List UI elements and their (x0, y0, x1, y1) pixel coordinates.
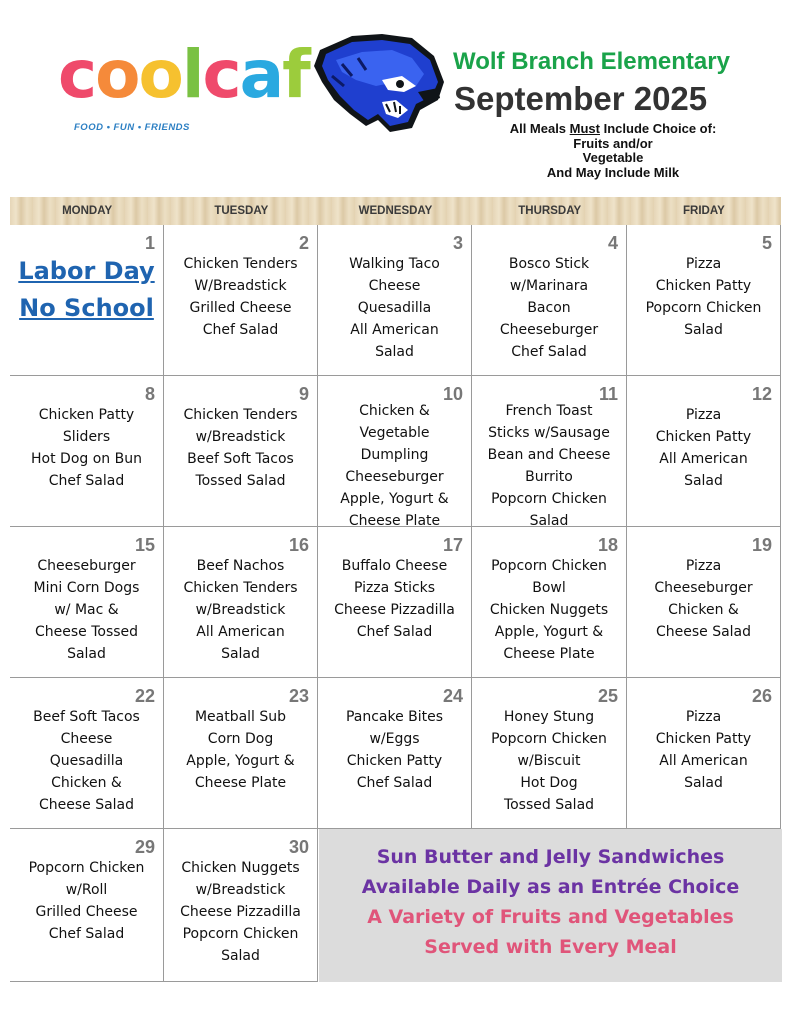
day-number: 17 (442, 535, 463, 555)
meal-item: Chef Salad (511, 344, 587, 360)
day-number: 22 (134, 686, 155, 706)
day-cell-thursday (472, 225, 627, 376)
day-cell-wednesday (318, 527, 472, 678)
meal-item: Chef Salad (356, 775, 433, 791)
day-cell-monday (10, 225, 164, 376)
school-name: Wolf Branch Elementary (453, 48, 730, 75)
day-cell-thursday (472, 678, 627, 829)
meal-list (164, 253, 317, 341)
meal-item: Tossed Salad (503, 797, 595, 813)
day-cell-tuesday (164, 829, 318, 982)
day-number: 8 (144, 384, 155, 404)
holiday-line: Labor Day (18, 257, 155, 285)
day-cell-monday (10, 678, 164, 829)
day-cell-monday (10, 376, 164, 527)
day-number: 4 (607, 233, 618, 253)
day-number: 3 (452, 233, 463, 253)
meal-list (318, 400, 471, 532)
meals-line1-em: Must (569, 121, 600, 136)
meal-item: Cheese Plate (348, 513, 441, 529)
meal-item: Cheese Plate (194, 775, 287, 791)
meal-item: Buffalo Cheese (341, 558, 448, 574)
meal-list (472, 253, 626, 363)
day-number: 25 (597, 686, 618, 706)
day-number: 2 (298, 233, 309, 253)
meal-item: Chef Salad (356, 624, 433, 640)
meal-item: Pizza Sticks (353, 580, 436, 596)
meal-item: Salad (684, 322, 723, 338)
day-number: 1 (144, 233, 155, 253)
day-cell-tuesday (164, 376, 318, 527)
note-line3: A Variety of Fruits and Vegetables (367, 906, 734, 928)
meal-item: w/Eggs (369, 731, 420, 747)
note-line2: Available Daily as an Entrée Choice (361, 876, 740, 898)
day-number: 16 (288, 535, 309, 555)
day-cell-thursday (472, 376, 627, 527)
day-number: 19 (751, 535, 772, 555)
meal-item: Pancake Bites (345, 709, 444, 725)
note-line1: Sun Butter and Jelly Sandwiches (376, 846, 725, 868)
meal-item: Beef Nachos (196, 558, 285, 574)
meal-item: Popcorn Chicken (28, 860, 145, 876)
meal-item: w/Biscuit (517, 753, 581, 769)
meal-item: Chef Salad (202, 322, 279, 338)
meal-item: Chicken Tenders (183, 407, 298, 423)
meal-item: All American (659, 753, 748, 769)
meal-item: Chicken & (668, 602, 739, 618)
meal-item: w/Breadstick (195, 429, 286, 445)
logo-tagline: FOOD • FUN • FRIENDS (74, 122, 190, 133)
meal-item: Chicken Patty (655, 278, 752, 294)
meal-item: Cheeseburger (499, 322, 599, 338)
meal-item: w/Breadstick (195, 602, 286, 618)
day-number: 11 (598, 384, 618, 404)
meal-item: Vegetable (359, 425, 430, 441)
meal-item: Chef Salad (48, 926, 125, 942)
meal-item: Hot Dog (520, 775, 578, 791)
meal-item: All American (350, 322, 439, 338)
meals-requirement (472, 122, 754, 180)
meal-item: Cheese Plate (503, 646, 595, 662)
meal-item: Bean and Cheese (487, 447, 611, 463)
meal-item: Quesadilla (49, 753, 124, 769)
meals-line3: Vegetable (582, 150, 644, 166)
logo-letter: o (95, 36, 139, 113)
meal-item: Hot Dog on Bun (31, 451, 142, 467)
meal-item: Pizza (685, 709, 722, 725)
meal-list (627, 253, 780, 341)
day-cell-monday (10, 527, 164, 678)
meal-list (627, 404, 780, 492)
meal-list (627, 706, 780, 794)
meal-item: Chicken Tenders (183, 580, 298, 596)
meal-item: French Toast (505, 403, 593, 419)
meal-item: Salad (684, 775, 723, 791)
day-cell-monday (10, 829, 164, 982)
meal-item: Cheese (60, 731, 113, 747)
meals-line1-pre: All Meals (509, 121, 570, 136)
day-cell-thursday (472, 527, 627, 678)
day-cell-wednesday (318, 376, 472, 527)
meal-list (10, 404, 163, 492)
meal-item: Honey Stung (503, 709, 595, 725)
weekday-thursday: THURSDAY (518, 205, 582, 217)
meal-item: Sliders (62, 429, 111, 445)
meal-item: Pizza (685, 558, 722, 574)
day-number: 12 (751, 384, 772, 404)
meal-item: Cheese Pizzadilla (334, 602, 455, 618)
meal-item: Popcorn Chicken (182, 926, 299, 942)
meal-item: Burrito (525, 469, 573, 485)
meal-item: Popcorn Chicken (645, 300, 762, 316)
note-line4: Served with Every Meal (424, 936, 677, 958)
weekday-header (10, 197, 781, 225)
meal-item: Grilled Cheese (189, 300, 292, 316)
meal-item: Sticks w/Sausage (488, 425, 610, 441)
meal-item: Apple, Yogurt & (340, 491, 449, 507)
meal-list (472, 706, 626, 816)
meal-list (472, 400, 626, 532)
meal-item: Apple, Yogurt & (186, 753, 295, 769)
weekday-tuesday: TUESDAY (214, 205, 269, 217)
meal-item: w/Roll (65, 882, 108, 898)
meal-item: Chicken Patty (655, 429, 752, 445)
meal-item: Cheese Tossed (34, 624, 139, 640)
meal-item: Popcorn Chicken (491, 491, 607, 507)
weekday-monday: MONDAY (62, 205, 113, 217)
day-number: 24 (442, 686, 463, 706)
meal-item: Bosco Stick (508, 256, 590, 272)
meal-list (10, 857, 163, 945)
meal-list (318, 555, 471, 643)
meal-item: Cheeseburger (37, 558, 136, 574)
meal-item: Salad (529, 513, 569, 529)
meal-list (164, 404, 317, 492)
meal-item: Cheeseburger (345, 469, 444, 485)
meal-item: Cheeseburger (654, 580, 753, 596)
day-number: 23 (288, 686, 309, 706)
meal-list (318, 253, 471, 363)
meal-item: w/Breadstick (195, 882, 286, 898)
day-cell-wednesday (318, 225, 472, 376)
meal-item: Chicken Nuggets (181, 860, 300, 876)
meal-item: Pizza (685, 407, 722, 423)
day-number: 29 (134, 837, 155, 857)
month-title: September 2025 (454, 80, 708, 117)
day-cell-friday (627, 376, 781, 527)
meal-item: w/ Mac & (54, 602, 119, 618)
meal-list (164, 857, 317, 967)
day-cell-tuesday (164, 678, 318, 829)
wolf-mascot-icon (312, 30, 447, 134)
logo-letter: c (58, 36, 96, 113)
meal-item: All American (659, 451, 748, 467)
meal-item: Dumpling (360, 447, 429, 463)
meal-item: Cheese Salad (38, 797, 135, 813)
meal-list (10, 555, 163, 665)
meal-item: Beef Soft Tacos (33, 709, 140, 725)
meal-item: Quesadilla (357, 300, 432, 316)
meal-item: Salad (375, 344, 414, 360)
meal-item: Chicken & (51, 775, 122, 791)
meal-item: Salad (221, 646, 260, 662)
day-number: 30 (288, 837, 309, 857)
meal-item: Apple, Yogurt & (494, 624, 604, 640)
meal-item: Salad (221, 948, 260, 964)
meal-item: Salad (684, 473, 723, 489)
holiday-notice (10, 253, 163, 327)
meal-item: Chicken Tenders (183, 256, 298, 272)
day-cell-friday (627, 225, 781, 376)
meal-item: Chicken & (359, 403, 430, 419)
daily-options-note (319, 829, 782, 982)
logo-wordmark (58, 36, 309, 113)
logo-letter: l (181, 36, 203, 113)
meal-item: Chicken Patty (655, 731, 752, 747)
logo-letter: o (138, 36, 182, 113)
meal-item: W/Breadstick (194, 278, 287, 294)
meals-line4: And May Include Milk (546, 164, 680, 180)
meal-list (10, 706, 163, 816)
meal-item: Meatball Sub (194, 709, 287, 725)
meal-list (318, 706, 471, 794)
day-number: 15 (134, 535, 155, 555)
meal-item: Walking Taco (349, 256, 440, 272)
weekday-friday: FRIDAY (683, 205, 725, 217)
holiday-line: No School (19, 294, 154, 322)
meal-item: Chicken Nuggets (489, 602, 609, 618)
meal-item: Tossed Salad (195, 473, 286, 489)
logo-letter: c (202, 36, 240, 113)
logo-letter: a (239, 36, 283, 113)
meal-item: Cheese Pizzadilla (180, 904, 301, 920)
coolcat-logo (58, 38, 328, 138)
day-number: 5 (761, 233, 772, 253)
meal-item: Popcorn Chicken (491, 558, 607, 574)
day-cell-tuesday (164, 527, 318, 678)
day-number: 10 (442, 384, 463, 404)
meal-item: Salad (67, 646, 106, 662)
meal-item: Chef Salad (48, 473, 125, 489)
day-cell-friday (627, 527, 781, 678)
meal-list (472, 555, 626, 665)
day-cell-friday (627, 678, 781, 829)
meal-list (164, 555, 317, 665)
menu-calendar-grid (10, 225, 781, 982)
meal-item: Corn Dog (207, 731, 274, 747)
logo-letter: f (282, 36, 309, 113)
weekday-wednesday: WEDNESDAY (358, 205, 433, 217)
meal-item: All American (196, 624, 285, 640)
meal-list (627, 555, 780, 643)
meal-item: Cheese Salad (655, 624, 752, 640)
meal-item: Pizza (685, 256, 722, 272)
meal-item: Popcorn Chicken (491, 731, 607, 747)
meal-item: w/Marinara (509, 278, 589, 294)
day-cell-tuesday (164, 225, 318, 376)
meal-item: Cheese (368, 278, 421, 294)
day-number: 26 (751, 686, 772, 706)
meal-list (164, 706, 317, 794)
meal-item: Beef Soft Tacos (187, 451, 294, 467)
meals-line1-post: Include Choice of: (600, 121, 717, 136)
meal-item: Mini Corn Dogs (33, 580, 140, 596)
meal-item: Chicken Patty (38, 407, 135, 423)
day-number: 9 (298, 384, 309, 404)
meal-item: Bowl (532, 580, 566, 596)
meals-line2: Fruits and/or (573, 135, 653, 151)
day-cell-wednesday (318, 678, 472, 829)
meal-item: Bacon (527, 300, 571, 316)
meal-item: Chicken Patty (346, 753, 443, 769)
day-number: 18 (597, 535, 618, 555)
meal-item: Grilled Cheese (35, 904, 138, 920)
